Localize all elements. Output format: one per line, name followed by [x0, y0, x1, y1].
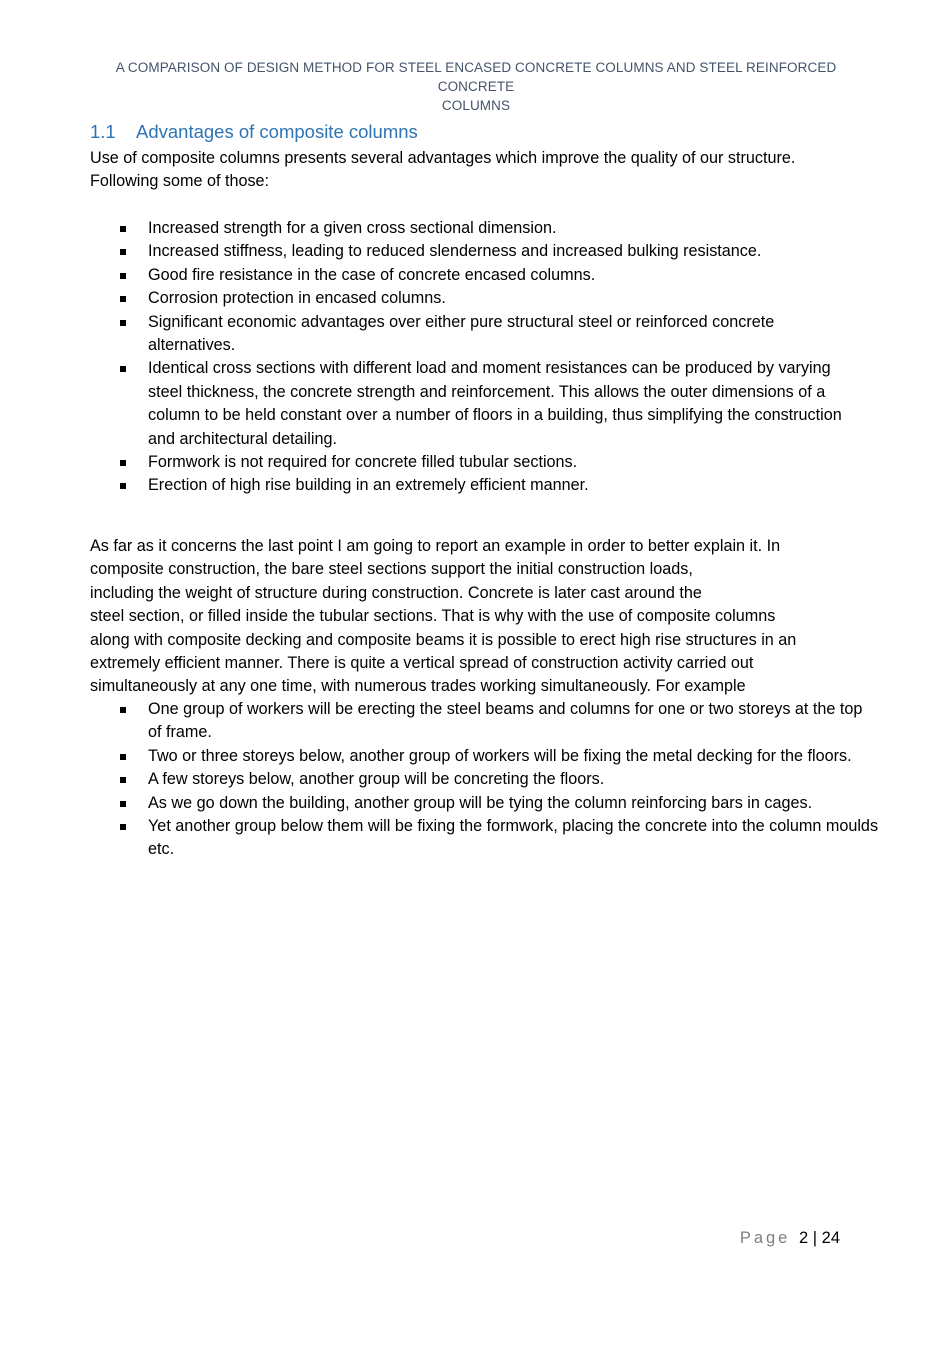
section-number: 1.1 — [90, 121, 116, 142]
header-line-2: COLUMNS — [441, 98, 511, 113]
paragraph-line: composite construction, the bare steel sections support the initial construction loads, — [90, 560, 693, 579]
list-item: Two or three storeys below, another group of workers will be fixing the metal decking for the floors. — [90, 745, 880, 768]
total-pages: 24 — [821, 1229, 840, 1247]
intro-line: Following some of those: — [90, 172, 270, 191]
page-footer — [740, 1229, 840, 1248]
page-number: 2 — [798, 1229, 809, 1247]
list-item: Significant economic advantages over either pure structural steel or reinforced concrete alternatives. — [90, 311, 860, 358]
list-item: Good fire resistance in the case of concrete encased columns. — [90, 264, 860, 287]
list-item: Formwork is not required for concrete filled tubular sections. — [90, 451, 860, 474]
list-item: A few storeys below, another group will be concreting the floors. — [90, 768, 880, 791]
section-heading — [90, 120, 418, 144]
examples-list — [90, 698, 880, 862]
intro-paragraph — [90, 147, 880, 194]
list-item: Identical cross sections with different load and moment resistances can be produced by varying steel thickness, the concrete strength and reinforcement. This allows the outer dimensions of a column to be held constant over a number of floors in a building, thus simplifying the construction and architectural detailing. — [90, 357, 860, 451]
page-label: Page — [739, 1229, 791, 1247]
paragraph-line: As far as it concerns the last point I am going to report an example in order to better explain it. In — [90, 537, 781, 555]
list-item: Yet another group below them will be fixing the formwork, placing the concrete into the column moulds etc. — [90, 815, 880, 862]
section-title: Advantages of composite columns — [136, 121, 418, 142]
list-item: Erection of high rise building in an extremely efficient manner. — [90, 474, 860, 497]
paragraph-line: steel section, or filled inside the tubular sections. That is why with the use of composite columns — [90, 607, 776, 626]
header-line-1: A COMPARISON OF DESIGN METHOD FOR STEEL ENCASED CONCRETE COLUMNS AND STEEL REINFORCED CONCRETE — [115, 60, 837, 94]
paragraph-line: extremely efficient manner. There is quite a vertical spread of construction activity carried out — [90, 654, 754, 673]
intro-line: Use of composite columns presents several advantages which improve the quality of our structure. — [90, 149, 796, 167]
page-separator: | — [812, 1229, 818, 1247]
list-item: Increased strength for a given cross sectional dimension. — [90, 217, 860, 240]
paragraph-line: including the weight of structure during construction. Concrete is later cast around the — [90, 583, 702, 602]
list-item: One group of workers will be erecting the steel beams and columns for one or two storeys at the top of frame. — [90, 698, 880, 745]
list-item: As we go down the building, another group will be tying the column reinforcing bars in cages. — [90, 792, 880, 815]
paragraph-line: simultaneously at any one time, with numerous trades working simultaneously. For example — [90, 677, 746, 696]
advantages-list — [90, 217, 860, 498]
paragraph-line: along with composite decking and composite beams it is possible to erect high rise structures in an — [90, 630, 797, 649]
running-header — [80, 58, 872, 115]
explanation-paragraph — [90, 535, 880, 699]
list-item: Corrosion protection in encased columns. — [90, 287, 860, 310]
list-item: Increased stiffness, leading to reduced slenderness and increased bulking resistance. — [90, 240, 860, 263]
